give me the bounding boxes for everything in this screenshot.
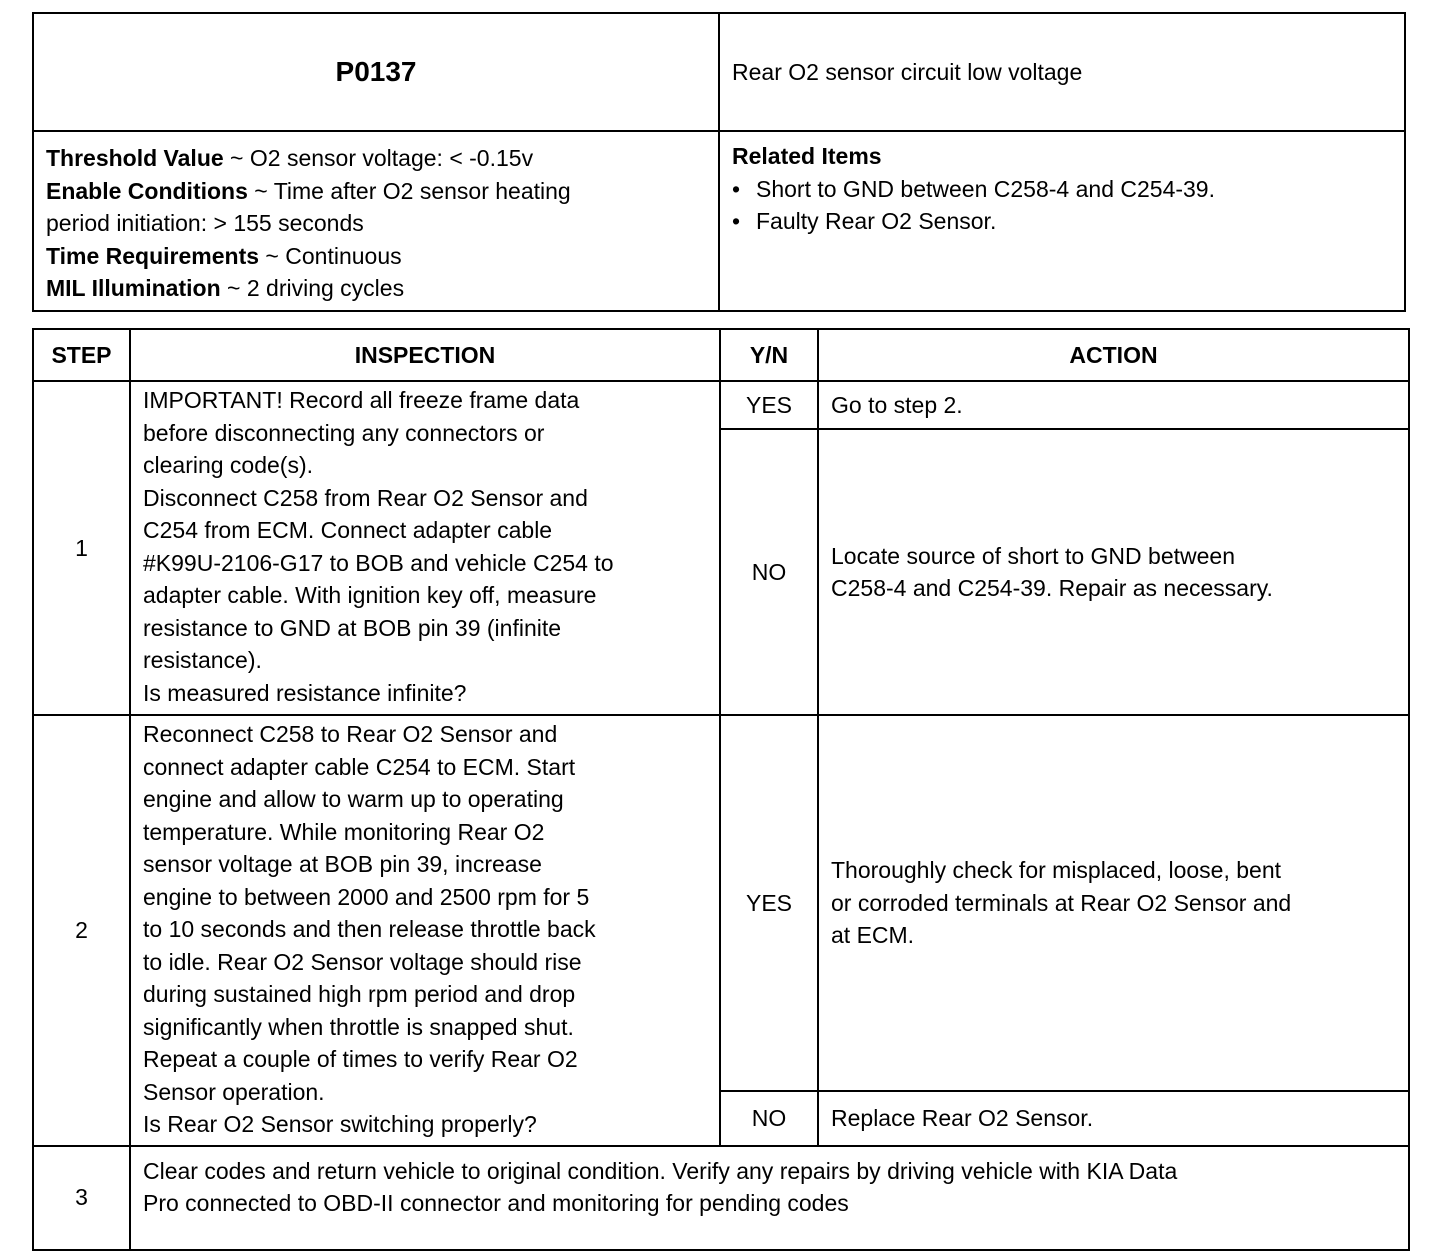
- inspection-line: Reconnect C258 to Rear O2 Sensor and: [143, 721, 558, 747]
- inspection-line: Sensor operation.: [143, 1078, 325, 1105]
- column-header-step: STEP: [33, 329, 130, 381]
- related-item: • Faulty Rear O2 Sensor.: [732, 205, 1392, 238]
- table-row: [33, 715, 1409, 1091]
- inspection-line: resistance to GND at BOB pin 39 (infinite: [143, 614, 562, 641]
- dtc-description: Rear O2 sensor circuit low voltage: [719, 13, 1405, 131]
- action-line: or corroded terminals at Rear O2 Sensor and: [831, 889, 1292, 916]
- condition-mil: MIL Illumination ~ 2 driving cycles: [46, 275, 405, 301]
- inspection-line: engine to between 2000 and 2500 rpm for 5: [143, 883, 590, 910]
- inspection-line: C254 from ECM. Connect adapter cable: [143, 517, 553, 543]
- yn-no: NO: [720, 1091, 818, 1146]
- action-text: [818, 429, 1409, 715]
- inspection-line: IMPORTANT! Record all freeze frame data: [143, 387, 580, 413]
- inspection-line: to 10 seconds and then release throttle back: [143, 916, 596, 942]
- inspection-line: before disconnecting any connectors or: [143, 419, 545, 446]
- action-line: Locate source of short to GND between: [831, 542, 1235, 569]
- step-inspection: [130, 1146, 1409, 1250]
- column-header-action: ACTION: [818, 329, 1409, 381]
- step-inspection: [130, 381, 720, 715]
- inspection-line: adapter cable. With ignition key off, measure: [143, 582, 597, 608]
- table-header-row: [33, 329, 1409, 381]
- table-row: [33, 1146, 1409, 1250]
- action-text: [818, 715, 1409, 1091]
- step-number: 3: [33, 1146, 130, 1250]
- condition-enable: Enable Conditions ~ Time after O2 sensor heating: [46, 177, 571, 204]
- inspection-line: Is Rear O2 Sensor switching properly?: [143, 1111, 537, 1137]
- action-text: Replace Rear O2 Sensor.: [818, 1091, 1409, 1146]
- step-inspection: [130, 715, 720, 1146]
- inspection-line: temperature. While monitoring Rear O2: [143, 818, 545, 845]
- table-row: [33, 381, 1409, 429]
- inspection-line: clearing code(s).: [143, 452, 314, 478]
- inspection-line: Is measured resistance infinite?: [143, 679, 467, 706]
- dtc-code: P0137: [33, 13, 719, 131]
- conditions-cell: [33, 131, 719, 311]
- inspection-line: Disconnect C258 from Rear O2 Sensor and: [143, 484, 588, 511]
- action-text: Go to step 2.: [818, 381, 1409, 429]
- inspection-line: Clear codes and return vehicle to original condition. Verify any repairs by driving vehicle with KIA Data: [143, 1157, 1178, 1184]
- diagnostic-steps-table: [32, 328, 1410, 1251]
- inspection-line: to idle. Rear O2 Sensor voltage should rise: [143, 948, 582, 975]
- condition-enable-cont: period initiation: > 155 seconds: [46, 210, 364, 236]
- inspection-line: Repeat a couple of times to verify Rear O2: [143, 1046, 578, 1072]
- column-header-yn: Y/N: [720, 329, 818, 381]
- condition-threshold: Threshold Value ~ O2 sensor voltage: < -0.15v: [46, 145, 534, 171]
- action-line: at ECM.: [831, 922, 915, 949]
- related-item: • Short to GND between C258-4 and C254-39.: [732, 173, 1392, 206]
- action-line: C258-4 and C254-39. Repair as necessary.: [831, 575, 1273, 601]
- yn-yes: YES: [720, 381, 818, 429]
- related-items-cell: [719, 131, 1405, 311]
- inspection-line: significantly when throttle is snapped shut.: [143, 1013, 574, 1040]
- inspection-line: engine and allow to warm up to operating: [143, 786, 564, 812]
- related-items-title: Related Items: [732, 143, 882, 169]
- inspection-line: resistance).: [143, 647, 262, 673]
- inspection-line: Pro connected to OBD-II connector and monitoring for pending codes: [143, 1190, 849, 1216]
- yn-yes: YES: [720, 715, 818, 1091]
- column-header-inspection: INSPECTION: [130, 329, 720, 381]
- dtc-header-table: [32, 12, 1406, 312]
- inspection-line: #K99U-2106-G17 to BOB and vehicle C254 to: [143, 549, 614, 576]
- step-number: 2: [33, 715, 130, 1146]
- action-line: Thoroughly check for misplaced, loose, bent: [831, 857, 1282, 884]
- yn-no: NO: [720, 429, 818, 715]
- inspection-line: sensor voltage at BOB pin 39, increase: [143, 851, 542, 877]
- condition-time: Time Requirements ~ Continuous: [46, 242, 402, 269]
- inspection-line: during sustained high rpm period and drop: [143, 981, 576, 1007]
- step-number: 1: [33, 381, 130, 715]
- inspection-line: connect adapter cable C254 to ECM. Start: [143, 753, 576, 780]
